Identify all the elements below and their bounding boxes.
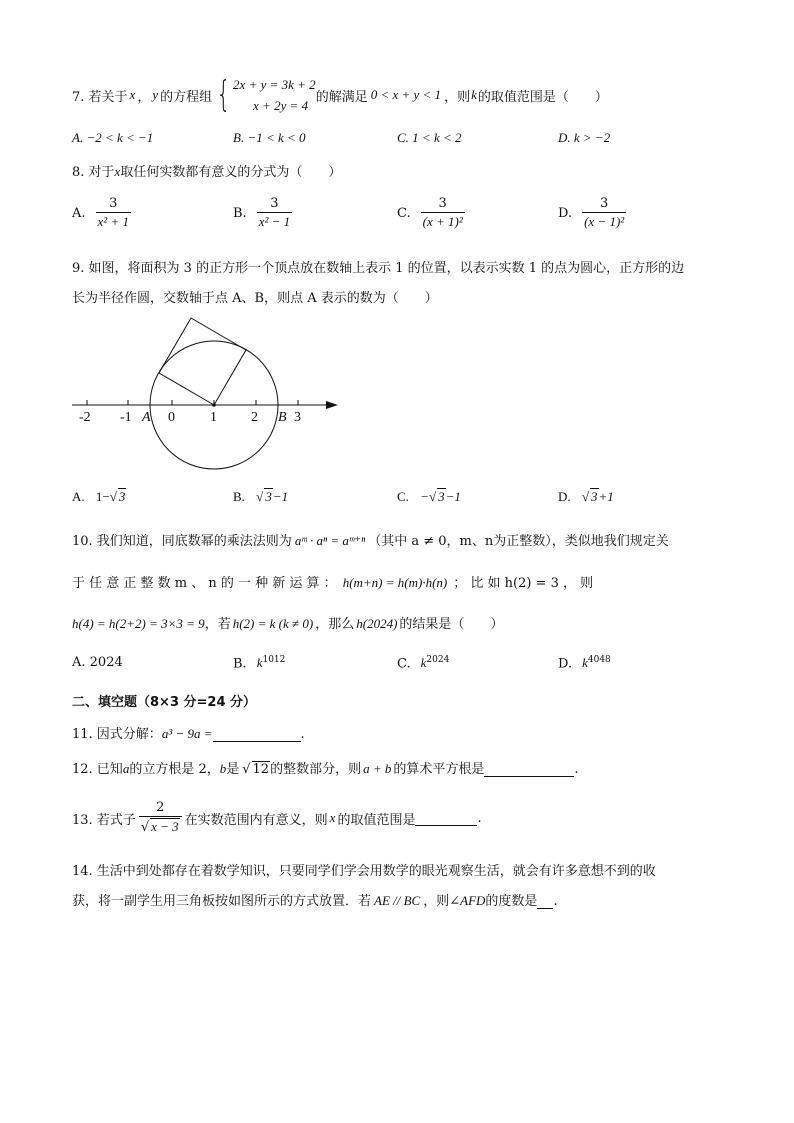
q10-option-d-label: D. — [558, 656, 573, 672]
q14-angle: ∠AFD — [449, 893, 486, 908]
q10-exponent: 4048 — [587, 655, 611, 665]
q9-option-b[interactable]: B. √ 3−1 — [233, 489, 289, 504]
q12-text-1: 的立方根是 2， — [129, 762, 220, 777]
q13-radicand: x − 3 — [151, 819, 179, 834]
question-11 — [72, 723, 305, 742]
q8-numerator: 3 — [600, 196, 609, 211]
q10-if: ，若 — [204, 617, 231, 632]
q8-denominator-d: (x − 1)² — [584, 214, 625, 229]
q7-suffix: 的取值范围是（ ） — [477, 89, 608, 105]
q12-radicand: 12 — [252, 762, 270, 777]
tick-label: -1 — [120, 410, 132, 425]
q11-period: . — [300, 727, 305, 742]
q9-option-c[interactable]: C. −√ 3−1 — [397, 489, 461, 504]
q10-line-1-suffix: （其中 a ≠ 0，m、n为正整数），类似地我们规定关 — [368, 534, 669, 549]
q9-option-d-post: +1 — [598, 489, 614, 504]
q8-stem-prefix: 8. 对于 — [72, 165, 115, 180]
q13-prefix: 13. 若式子 — [72, 812, 136, 828]
q9-figure — [60, 310, 350, 480]
q8-numerator: 3 — [270, 196, 279, 211]
q9-option-a[interactable]: A. 1−√ 3 — [72, 489, 126, 504]
q7-equation-1: 2x + y = 3k + 2 — [233, 77, 316, 92]
q8-stem-suffix: 取任何实数都有意义的分式为（ ） — [120, 165, 342, 180]
question-7 — [72, 74, 608, 116]
q13-period: . — [477, 810, 482, 826]
q8-var-x: x — [114, 164, 121, 179]
q13-answer-blank[interactable] — [415, 810, 477, 826]
q8-option-a[interactable] — [72, 196, 134, 230]
q10-option-b[interactable] — [233, 655, 285, 671]
q14-answer-blank[interactable] — [537, 908, 553, 909]
q7-equation-system — [212, 74, 316, 116]
q10-exponent: 2024 — [426, 655, 450, 665]
q14-text-2: ，则 — [423, 894, 450, 909]
q10-option-c-label: C. — [397, 656, 411, 672]
q14-line-1: 14. 生活中到处都存在着数学知识，只要同学们学会用数学的眼光观察生活，就会有许多意想不到的收 — [72, 864, 656, 879]
q9-option-b-post: −1 — [272, 489, 289, 504]
q7-comma: ， — [137, 89, 151, 105]
q10-then: ，那么 — [315, 617, 355, 632]
q12-sum: a + b — [363, 761, 392, 776]
q8-denominator-a: x² + 1 — [97, 214, 129, 229]
q8-option-d-label: D. — [558, 205, 573, 221]
tick-label: 3 — [294, 410, 301, 425]
q9-option-c-radicand: 3 — [438, 489, 445, 504]
point-a-label: A — [142, 410, 151, 425]
q10-base-k: k — [420, 655, 427, 671]
q9-option-a-radicand: 3 — [118, 489, 126, 504]
q7-option-a[interactable]: A. −2 < k < −1 — [72, 130, 154, 145]
q7-condition-suffix: ，则 — [444, 89, 471, 105]
q14-text-1: 获，将一副学生用三角板按如图所示的方式放置．若 — [72, 894, 372, 909]
q9-option-d-radicand: 3 — [591, 489, 598, 504]
q10-operation: h(m+n) = h(m)·h(n) — [342, 575, 448, 590]
q12-answer-blank[interactable] — [484, 776, 574, 777]
q8-option-d[interactable] — [558, 196, 629, 230]
q9-stem-line-1: 9. 如图，将面积为 3 的正方形一个顶点放在数轴上表示 1 的位置，以表示实数 1 的点为圆心，正方形的边 — [72, 261, 685, 276]
tick-label: -2 — [79, 410, 91, 425]
q7-equation-2: x + 2y = 4 — [253, 98, 309, 113]
q10-option-a[interactable]: A. 2024 — [72, 655, 123, 670]
q10-option-d[interactable] — [558, 655, 611, 671]
center-point — [212, 403, 216, 407]
tick-label: 1 — [210, 410, 217, 425]
q10-target: h(2024) — [356, 616, 398, 631]
q14-text-3: 的度数是 — [485, 894, 538, 909]
q7-option-b[interactable]: B. −1 < k < 0 — [233, 130, 306, 145]
q9-option-b-radicand: 3 — [265, 489, 272, 504]
q13-var-x: x — [329, 810, 336, 825]
q12-var-b: b — [219, 761, 227, 776]
q10-option-c[interactable] — [397, 655, 449, 671]
q10-condition: h(2) = k (k ≠ 0) — [232, 616, 314, 631]
q8-denominator-c: (x + 1)² — [422, 214, 463, 229]
q13-text-2: 的取值范围是 — [337, 812, 416, 828]
q7-option-d[interactable]: D. k > −2 — [558, 130, 611, 145]
brace-icon: { — [216, 74, 231, 115]
q8-numerator: 3 — [438, 196, 447, 211]
q7-prefix: 7. 若关于 — [72, 89, 128, 105]
q8-option-c[interactable] — [397, 196, 468, 230]
question-13: 13. 若式子 $\frac{2}{√ x - 3}$ 在实数范围内有意义，则 x 的取值范围是 . — [72, 800, 482, 835]
q8-numerator: 3 — [109, 196, 118, 211]
q12-text-3: 的整数部分，则 — [270, 762, 362, 777]
q10-line-3 — [72, 613, 503, 632]
q10-option-b-label: B. — [233, 656, 247, 672]
q10-rule: aᵐ · aⁿ = aᵐ⁺ⁿ — [294, 533, 366, 548]
q10-example: h(4) = h(2+2) = 3×3 = 9 — [72, 616, 205, 631]
q9-option-c-post: −1 — [445, 489, 461, 504]
q11-expression: a³ − 9a = — [161, 726, 213, 741]
q10-line-2 — [72, 572, 593, 591]
q7-var-y: y — [152, 87, 159, 102]
q11-answer-blank[interactable] — [213, 741, 301, 742]
q10-line-2-suffix: ； 比 如 h(2) = 3 ， 则 — [453, 576, 594, 591]
q7-mid: 的方程组 — [160, 89, 213, 105]
q10-line-1-prefix: 10. 我们知道，同底数幂的乘法法则为 — [72, 534, 292, 549]
q12-period: . — [574, 762, 579, 777]
q7-var-k: k — [471, 87, 477, 102]
q11-prefix: 11. 因式分解： — [72, 727, 162, 742]
q10-suffix: 的结果是（ ） — [399, 617, 504, 632]
q9-option-b-label: B. — [233, 489, 245, 504]
tick-label: 2 — [251, 410, 258, 425]
q10-line-1 — [72, 530, 669, 549]
q7-condition-prefix: 的解满足 — [315, 89, 368, 105]
q13-text-1: 在实数范围内有意义，则 — [184, 812, 328, 828]
q14-period: . — [553, 894, 558, 909]
tick-label: 0 — [168, 410, 175, 425]
q9-option-a-pre: 1− — [95, 489, 110, 504]
arrow-icon — [326, 401, 338, 409]
q10-exponent: 1012 — [262, 655, 286, 665]
q13-numerator: 2 — [156, 800, 165, 815]
question-8 — [72, 161, 341, 180]
q12-var-a: a — [122, 761, 130, 776]
q8-option-b[interactable] — [233, 196, 295, 230]
q7-option-c[interactable]: C. 1 < k < 2 — [397, 130, 462, 145]
q9-stem-line-2: 长为半径作圆，交数轴于点 A、B，则点 A 表示的数为（ ） — [72, 291, 438, 306]
q9-option-d[interactable]: D. √ 3+1 — [558, 489, 614, 504]
q12-text-2: 是 — [226, 762, 240, 777]
q7-var-x: x — [129, 87, 136, 102]
q9-option-a-label: A. — [72, 489, 85, 504]
q14-condition: AE // BC — [374, 893, 421, 908]
q10-base-k: k — [256, 655, 263, 671]
q8-option-b-label: B. — [233, 205, 247, 221]
section-title: 二、填空题（8×3 分=24 分） — [72, 695, 257, 710]
q14-line-2 — [72, 890, 558, 909]
q7-condition: 0 < x + y < 1 — [370, 87, 442, 102]
q8-denominator-b: x² − 1 — [258, 214, 291, 229]
q8-option-c-label: C. — [397, 205, 411, 221]
q9-square — [159, 318, 246, 405]
q9-option-d-label: D. — [558, 489, 571, 504]
q12-text-4: 的算术平方根是 — [393, 762, 485, 777]
question-12: 12. 已知a的立方根是 2，b是 √ 12的整数部分，则 a + b 的算术平方根是 . — [72, 761, 579, 777]
q12-prefix: 12. 已知 — [72, 762, 123, 777]
q10-base-k: k — [582, 655, 588, 671]
point-b-label: B — [278, 410, 287, 425]
q9-option-c-label: C. — [397, 489, 409, 504]
q10-line-2-prefix: 于 任 意 正 整 数 m 、 n 的 一 种 新 运 算 ： — [72, 576, 337, 591]
q8-option-a-label: A. — [72, 205, 86, 221]
q9-option-c-pre: − — [420, 489, 429, 504]
